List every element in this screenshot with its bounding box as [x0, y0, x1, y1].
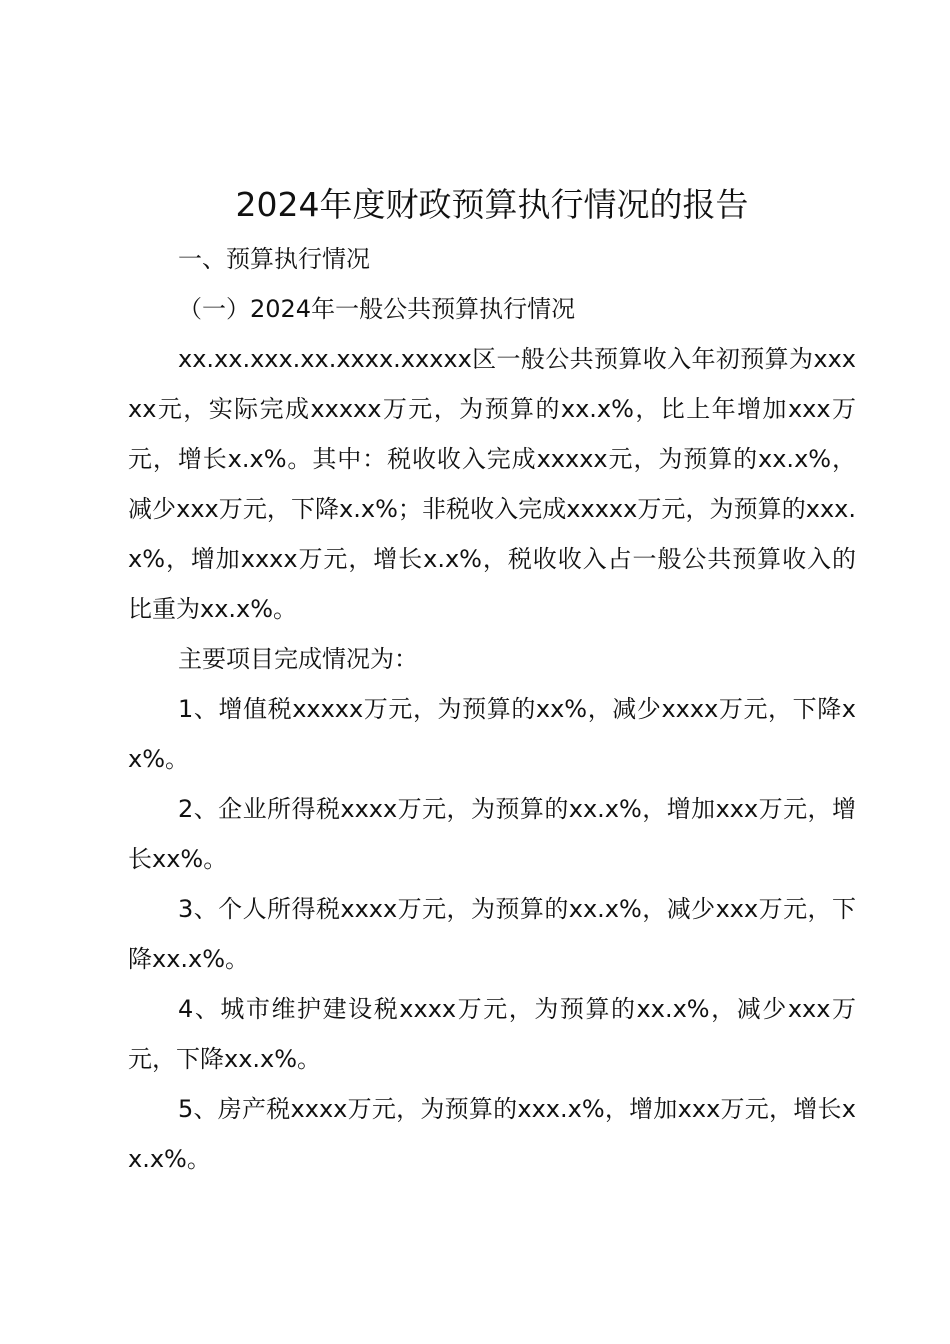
- list-item: 5、房产税xxxx万元，为预算的xxx.x%，增加xxx万元，增长xx.x%。: [128, 1095, 856, 1173]
- list-item: 3、个人所得税xxxx万元，为预算的xx.x%，减少xxx万元，下降xx.x%。: [128, 895, 856, 973]
- list-item: 4、城市维护建设税xxxx万元，为预算的xx.x%，减少xxx万元，下降xx.x%。: [128, 995, 856, 1073]
- main-items-intro: 主要项目完成情况为：: [178, 645, 418, 673]
- list-item: 1、增值税xxxxx万元，为预算的xx%，减少xxxx万元，下降xx%。: [128, 695, 856, 773]
- revenue-summary-paragraph: xx.xx.xxx.xx.xxxx.xxxxx区一般公共预算收入年初预算为xxxxx元，实际完成xxxxx万元，为预算的xx.x%，比上年增加xxx万元，增长x.x%。其中：税收收入完成xxxxx元，为预算的xx.x%，减少xxx万元，下降x.x%；非税收入完成xxxxx万元，为预算的xxx.x%，增加xxxx万元，增长x.x%，税收收入占一般公共预算收入的比重为xx.x%。: [128, 345, 856, 623]
- list-item: 2、企业所得税xxxx万元，为预算的xx.x%，增加xxx万元，增长xx%。: [128, 795, 856, 873]
- section-heading: 一、预算执行情况: [178, 245, 370, 273]
- document-body: [128, 176, 856, 1184]
- subsection-heading: （一）2024年一般公共预算执行情况: [178, 295, 576, 323]
- document-title: 2024年度财政预算执行情况的报告: [235, 185, 749, 224]
